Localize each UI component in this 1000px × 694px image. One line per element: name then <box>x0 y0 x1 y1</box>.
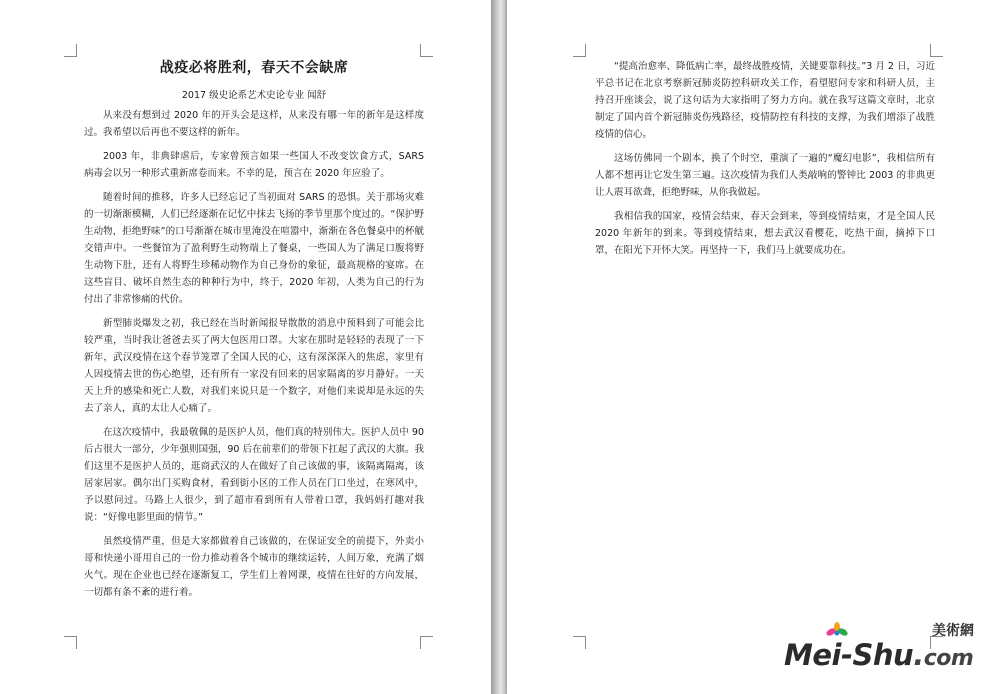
crop-mark-top-left <box>573 44 586 57</box>
document-author-line: 2017 级史论系艺术史论专业 闻舒 <box>181 90 327 101</box>
crop-mark-bottom-left <box>573 636 586 649</box>
crop-mark-bottom-left <box>64 636 77 649</box>
watermark-domain <box>784 638 973 672</box>
watermark-chinese-name: 美術網 <box>932 623 974 639</box>
watermark-main: Mei-Shu <box>784 638 914 672</box>
document-page-right <box>507 0 1000 694</box>
paragraph: 随着时间的推移，许多人已经忘记了当初面对 SARS 的恐惧。关于那场灾难的一切渐渐模糊，人们已经逐渐在记忆中抹去飞扬的季节里那个度过的。“保护野生动物，拒绝野味”的口号渐渐在城市里淹没在喧嚣中，渐渐在各色餐桌中的杯觥交错声中。一些餐馆为了盈利野生动物端上了餐桌，一些国人为了满足口腹将野生动物下肚，还有人将野生珍稀动物作为自己身份的象征，最高规格的宴席。在这些盲目、破坏自然生态的种种行为中，终于，2020 年初，人类为自己的行为付出了非常惨痛的代价。 <box>84 192 424 305</box>
paragraph: 在这次疫情中，我最敬佩的是医护人员，他们真的特别伟大。医护人员中 90 后占很大一部分，少年强则国强，90 后在前辈们的带领下扛起了武汉的大旗。我们这里不是医护人员的，逛商武汉的人在做好了自己该做的事，该隔离隔离，该居家居家。偶尔出门买购食材，看到街小区的工作人员在门口坐过，在寒风中，予以慰问过。马路上人很少，到了超市看到所有人带着口罩，我妈妈打趣对我说：“好像电影里面的情节。” <box>84 427 424 523</box>
page-content-right <box>595 58 935 266</box>
paragraph: 2003 年，非典肆虐后，专家曾预言如果一些国人不改变饮食方式，SARS 病毒会以另一种形式重新席卷而来。不幸的是，预言在 2020 年应验了。 <box>84 151 424 179</box>
flower-logo-icon <box>822 620 852 640</box>
document-title: 战疫必将胜利，春天不会缺席 <box>159 60 349 76</box>
page-gutter <box>491 0 507 694</box>
crop-mark-top-left <box>64 44 77 57</box>
paragraph: “提高治愈率、降低病亡率，最终战胜疫情，关键要靠科技。”3 月 2 日，习近平总书记在北京考察新冠肺炎防控科研攻关工作，看望慰问专家和科研人员，主持召开座谈会，说了这句话为大家指明了努力方向。就在我写这篇文章时，北京制定了国内首个新冠肺炎伤残路径，疫情防控有科技的支撑，为我们增添了战胜疫情的信心。 <box>595 61 935 140</box>
paragraph: 虽然疫情严重，但是大家都做着自己该做的，在保证安全的前提下，外卖小哥和快递小哥用自己的一份力推动着各个城市的继续运转，人间万象，充满了烟火气。现在企业也已经在逐渐复工，学生们上着网课，疫情在往好的方向发展，一切都有条不紊的进行着。 <box>84 536 424 598</box>
paragraph: 从来没有想到过 2020 年的开头会是这样，从来没有哪一年的新年是这样度过。我希望以后再也不要这样的新年。 <box>84 110 424 138</box>
watermark-tld: com <box>923 646 974 671</box>
page-content-left <box>84 57 424 608</box>
crop-mark-top-right <box>930 44 943 57</box>
crop-mark-top-right <box>420 44 433 57</box>
crop-mark-bottom-right <box>420 636 433 649</box>
paragraph: 我相信我的国家，疫情会结束，春天会到来，等到疫情结束，才是全国人民 2020 年新年的到来。等到疫情结束，想去武汉看樱花，吃热干面，摘掉下口罩，在阳光下开怀大笑。再坚持一下，我们马上就要成功在。 <box>595 211 935 256</box>
paragraph: 这场仿佛同一个剧本，换了个时空，重演了一遍的“魔幻电影”，我相信所有人都不想再让它发生第三遍。这次疫情为我们人类敲响的警钟比 2003 的非典更让人震耳欲聋，拒绝野味，从你我做起。 <box>595 153 935 198</box>
watermark-dot: . <box>913 638 924 672</box>
document-page-left <box>0 0 491 694</box>
site-watermark <box>784 620 974 672</box>
paragraph: 新型肺炎爆发之初，我已经在当时新闻报导散散的消息中预料到了可能会比较严重，当时我让爸爸去买了两大包医用口罩。大家在那时是轻轻的表现了一下新年，武汉疫情在这个春节笼罩了全国人民的心，这有深深深入的焦虑，家里有人因疫情去世的伤心绝望，还有所有一家没有回来的居家隔离的岁月静好。一天天上升的感染和死亡人数，对我们来说只是一个数字，对他们来说却是永远的失去了亲人，真的太让人心痛了。 <box>84 318 424 414</box>
